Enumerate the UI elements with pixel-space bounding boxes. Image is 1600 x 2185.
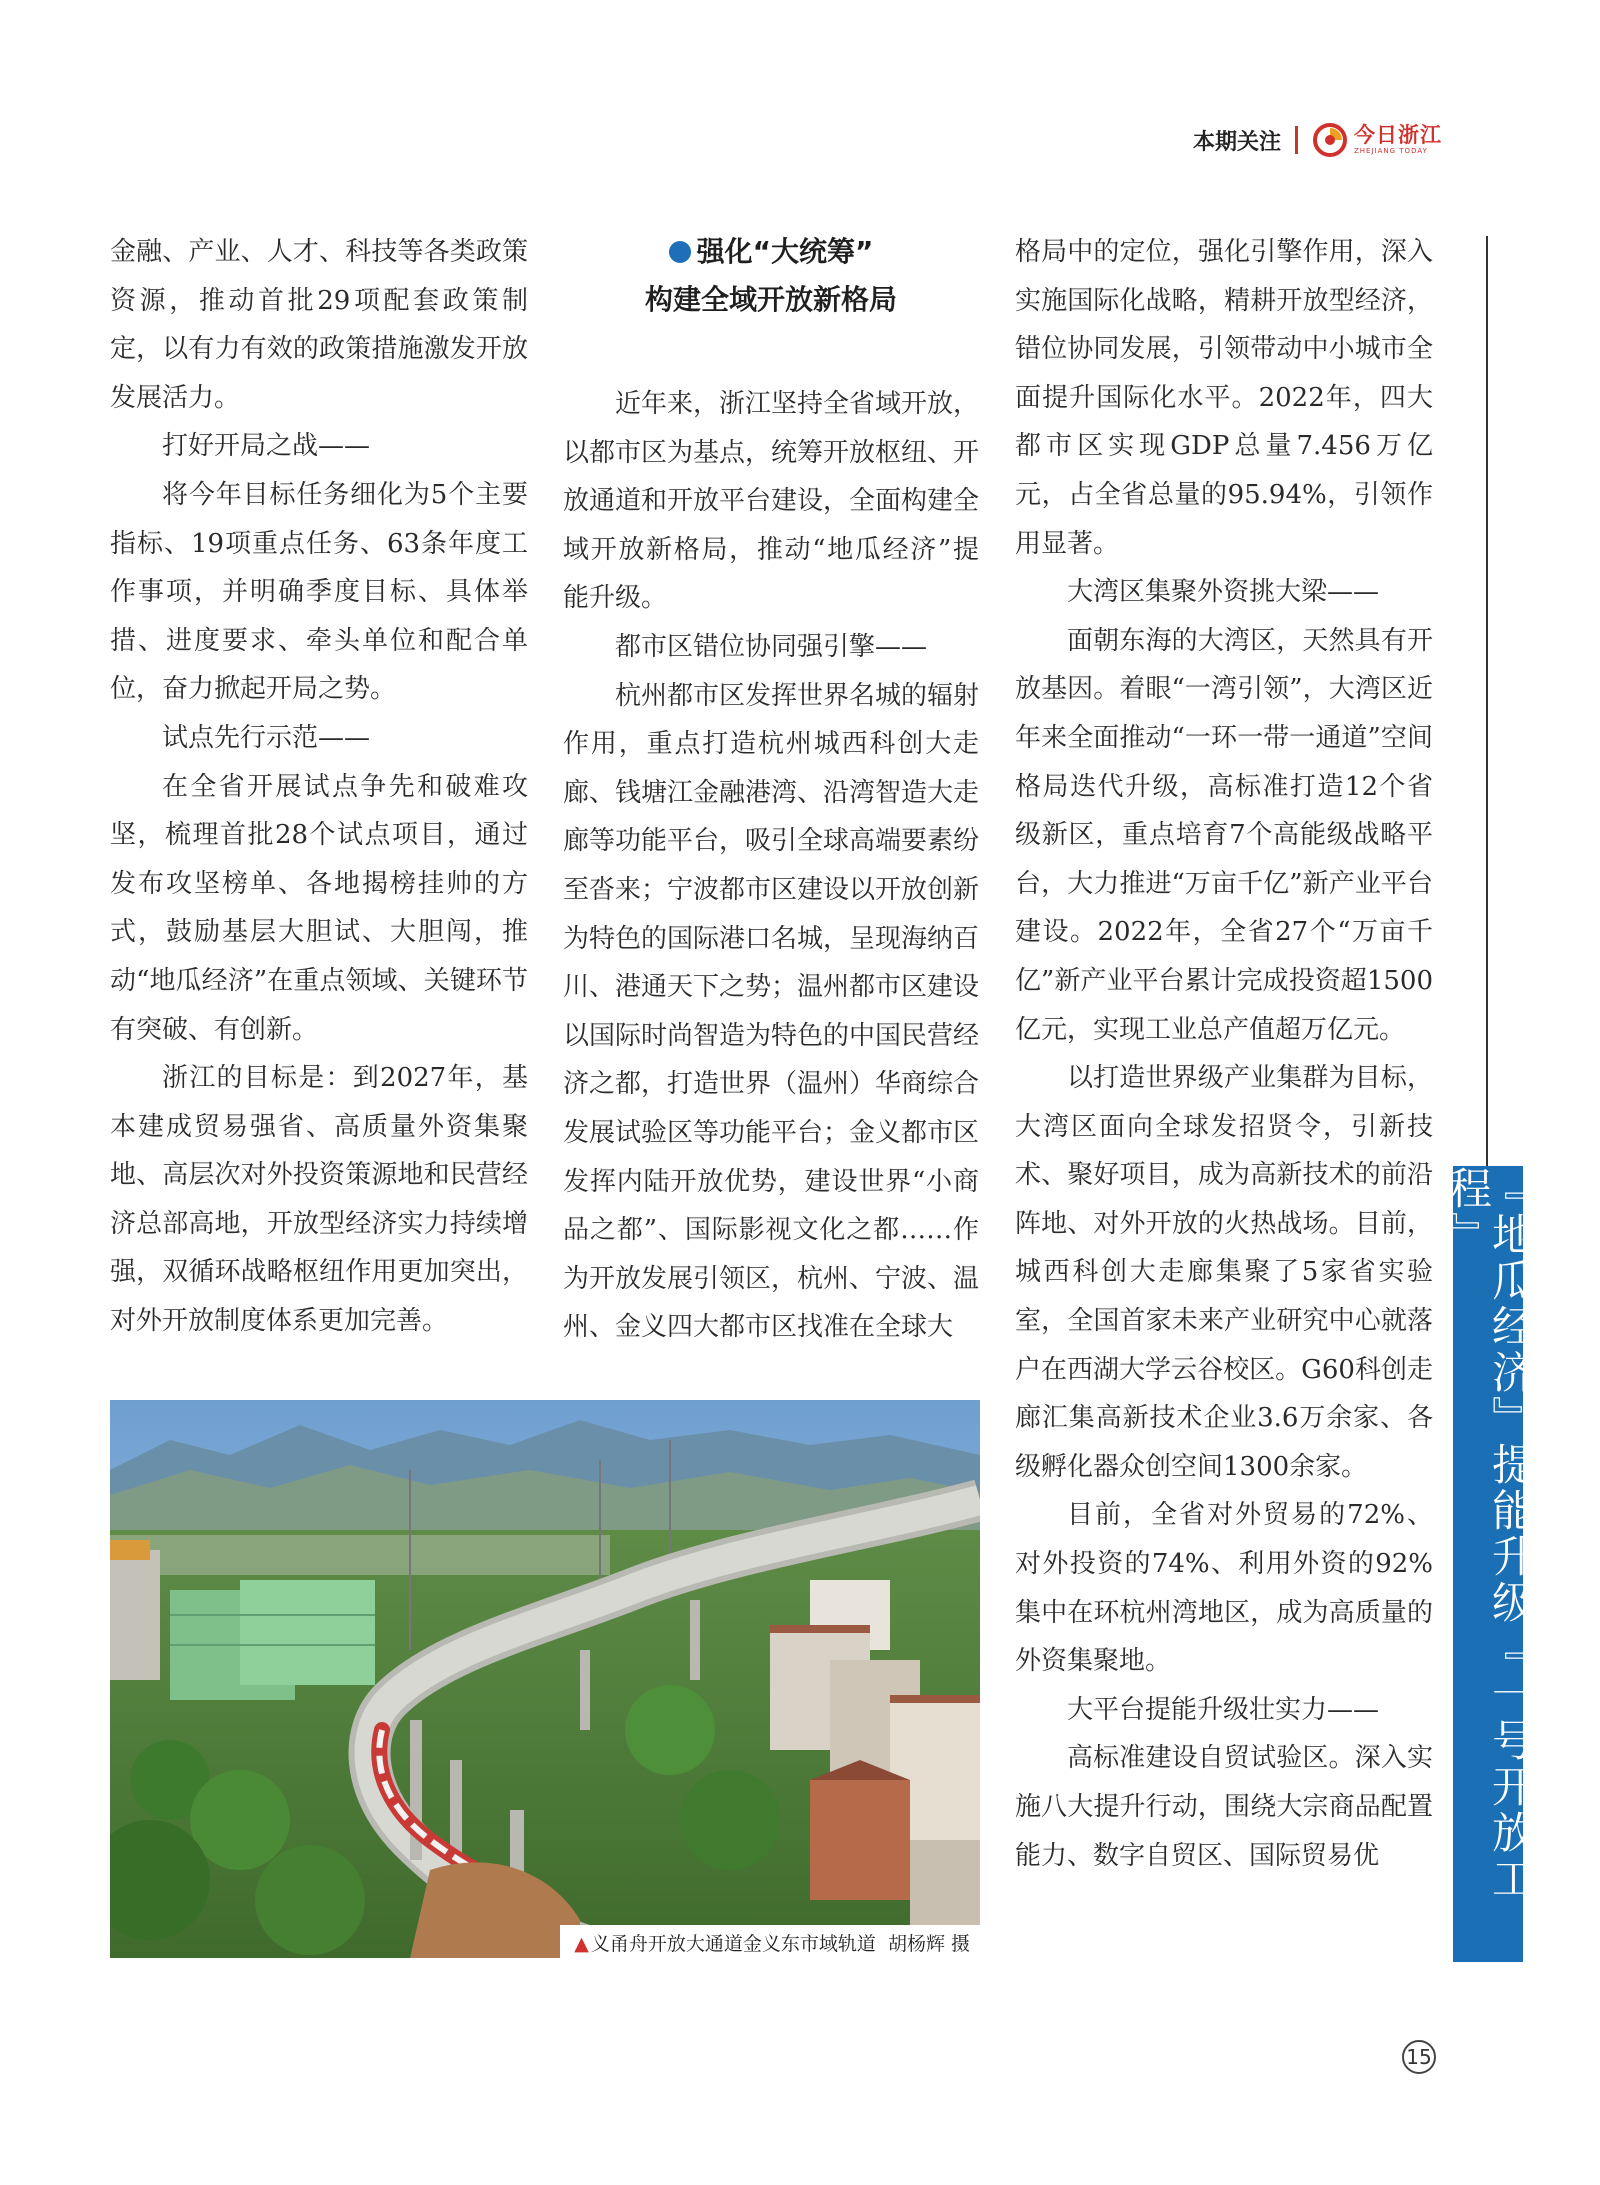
side-banner-text: 『地瓜经济』提能升级『一号开放工程』 bbox=[1442, 1166, 1535, 1902]
heading-line-2: 构建全域开放新格局 bbox=[644, 283, 897, 316]
magazine-logo bbox=[1312, 122, 1442, 158]
paragraph: 将今年目标任务细化为5个主要指标、19项重点任务、63条年度工作事项，并明确季度目标、具体举措、进度要求、牵头单位和配合单位，奋力掀起开局之势。 bbox=[110, 479, 528, 705]
side-banner bbox=[1442, 1166, 1535, 1962]
paragraph: 杭州都市区发挥世界名城的辐射作用，重点打造杭州城西科创大走廊、钱塘江金融港湾、沿湾智造大走廊等功能平台，吸引全球高端要素纷至沓来；宁波都市区建设以开放创新为特色的国际港口名城，呈现海纳百川、港通天下之势；温州都市区建设以国际时尚智造为特色的中国民营经济之都，打造世界（温州）华商综合发展试验区等功能平台；金义都市区发挥内陆开放优势，建设世界“小商品之都”、国际影视文化之都……作为开放发展引领区，杭州、宁波、温州、金义四大都市区找准在全球大 bbox=[563, 680, 980, 1343]
paragraph: 浙江的目标是：到2027年，基本建成贸易强省、高质量外资集聚地、高层次对外投资策源地和民营经济总部高地，开放型经济实力持续增强，双循环战略枢纽作用更加突出，对外开放制度体系更加完善。 bbox=[110, 1063, 528, 1337]
logo-swirl-icon bbox=[1312, 122, 1348, 158]
paragraph: 以打造世界级产业集群为目标，大湾区面向全球发招贤令，引新技术、聚好项目，成为高新技术的前沿阵地、对外开放的火热战场。目前，城西科创大走廊集聚了5家省实验室，全国首家未来产业研究中心就落户在西湖大学云谷校区。G60科创走廊汇集高新技术企业3.6万余家、各级孵化器众创空间1300余家。 bbox=[1015, 1063, 1433, 1482]
photo-caption bbox=[560, 1925, 980, 1958]
paragraph: 面朝东海的大湾区，天然具有开放基因。着眼“一湾引领”，大湾区近年来全面推动“一环一带一通道”空间格局迭代升级，高标准打造12个省级新区，重点培育7个高能级战略平台，大力推进“万亩千亿”新产业平台建设。2022年，全省27个“万亩千亿”新产业平台累计完成投资超1500亿元，实现工业总产值超万亿元。 bbox=[1015, 625, 1433, 1045]
caption-marker-icon: ▲ bbox=[574, 1933, 589, 1955]
page-header bbox=[1193, 118, 1442, 162]
paragraph: 目前，全省对外贸易的72%、对外投资的74%、利用外资的92%集中在环杭州湾地区，成为高质量的外资集聚地。 bbox=[1015, 1500, 1433, 1677]
photo-credit: 胡杨辉 摄 bbox=[887, 1933, 970, 1955]
paragraph: 格局中的定位，强化引擎作用，深入实施国际化战略，精耕开放型经济，错位协同发展，引领带动中小城市全面提升国际化水平。2022年，四大都市区实现GDP总量7.456万亿元，占全省总量的95.94%，引领作用显著。 bbox=[1015, 237, 1433, 559]
rail-photo bbox=[110, 1400, 980, 1958]
subsection-lead: 试点先行示范—— bbox=[162, 722, 371, 753]
section-heading bbox=[563, 228, 979, 366]
subsection-lead: 大平台提能升级壮实力—— bbox=[1067, 1694, 1380, 1725]
subsection-lead: 都市区错位协同强引擎—— bbox=[615, 631, 928, 662]
heading-line-1: 强化“大统筹” bbox=[696, 235, 874, 268]
side-rule bbox=[1486, 236, 1488, 1166]
subsection-lead: 打好开局之战—— bbox=[162, 431, 371, 462]
article-column-3 bbox=[1015, 228, 1433, 1880]
article-column-1 bbox=[110, 228, 528, 1346]
paragraph: 高标准建设自贸试验区。深入实施八大提升行动，围绕大宗商品配置能力、数字自贸区、国际贸易优 bbox=[1015, 1743, 1433, 1871]
article-column-2 bbox=[563, 228, 979, 1352]
caption-text: 义甬舟开放大通道金义东市域轨道 bbox=[590, 1933, 876, 1955]
paragraph: 金融、产业、人才、科技等各类政策资源，推动首批29项配套政策制定，以有力有效的政策措施激发开放发展活力。 bbox=[110, 237, 528, 413]
rail-scene-illustration bbox=[110, 1400, 980, 1958]
bullet-icon bbox=[669, 241, 691, 263]
paragraph: 近年来，浙江坚持全省域开放，以都市区为基点，统筹开放枢纽、开放通道和开放平台建设，全面构建全域开放新格局，推动“地瓜经济”提能升级。 bbox=[563, 389, 980, 614]
paragraph: 在全省开展试点争先和破难攻坚，梳理首批28个试点项目，通过发布攻坚榜单、各地揭榜挂帅的方式，鼓励基层大胆试、大胆闯，推动“地瓜经济”在重点领域、关键环节有突破、有创新。 bbox=[110, 771, 528, 1045]
page-number: 15 bbox=[1402, 2040, 1436, 2074]
header-divider bbox=[1295, 126, 1298, 154]
section-label: 本期关注 bbox=[1192, 129, 1281, 155]
logo-subtext: ZHEJIANG TODAY bbox=[1354, 147, 1428, 155]
logo-text: 今日浙江 bbox=[1354, 123, 1442, 147]
subsection-lead: 大湾区集聚外资挑大梁—— bbox=[1067, 577, 1380, 608]
